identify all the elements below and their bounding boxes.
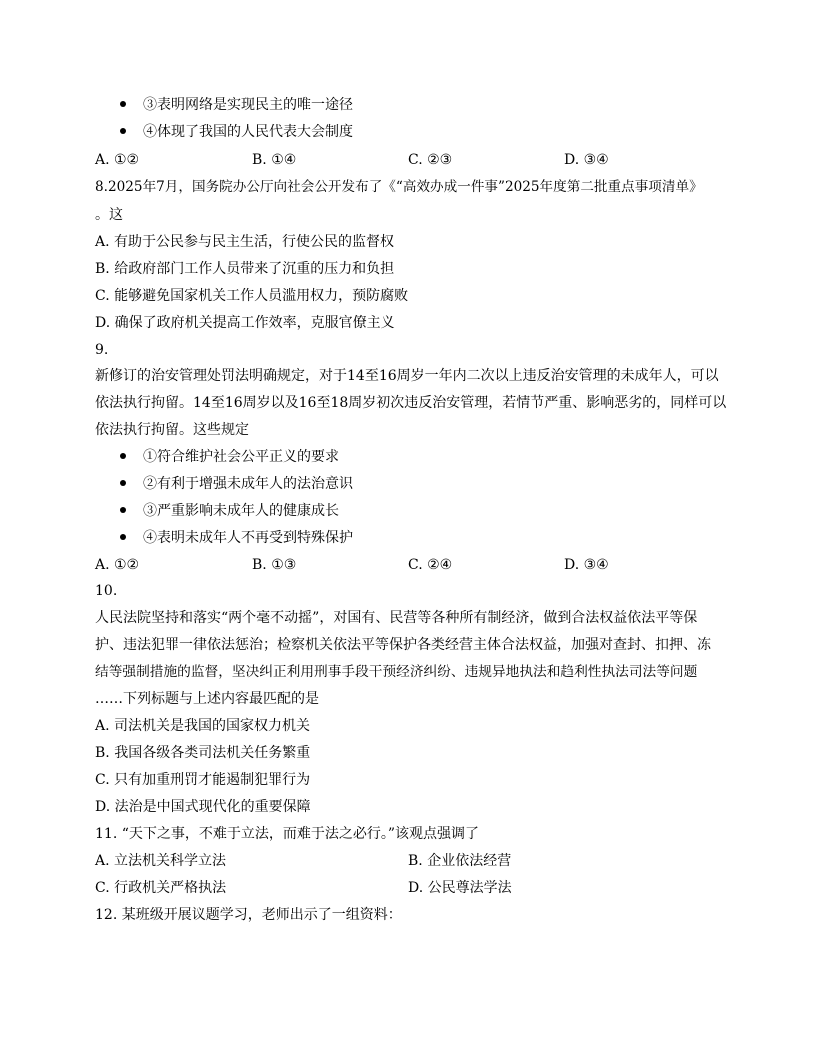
q7-option-c: C. ②③ bbox=[408, 152, 453, 168]
q9-option-c: C. ②④ bbox=[408, 557, 453, 573]
q7-option-b: B. ①④ bbox=[252, 152, 297, 168]
q9-statement-4: ④表明未成年人不再受到特殊保护 bbox=[120, 528, 353, 548]
q7-statement-4: ④体现了我国的人民代表大会制度 bbox=[120, 122, 353, 142]
q8-option-a: A. 有助于公民参与民主生活，行使公民的监督权 bbox=[95, 234, 395, 250]
q9-statement-1: ①符合维护社会公平正义的要求 bbox=[120, 447, 339, 467]
q10-option-b: B. 我国各级各类司法机关任务繁重 bbox=[95, 745, 311, 761]
q12-stem: 12. 某班级开展议题学习，老师出示了一组资料： bbox=[95, 907, 402, 923]
q9-options bbox=[95, 555, 735, 575]
q11-option-c: C. 行政机关严格执法 bbox=[95, 880, 227, 896]
q11-option-b: B. 企业依法经营 bbox=[408, 853, 512, 869]
q8-option-d: D. 确保了政府机关提高工作效率，克服官僚主义 bbox=[95, 315, 395, 331]
q10-option-a: A. 司法机关是我国的国家权力机关 bbox=[95, 718, 311, 734]
bullet-dot bbox=[120, 128, 126, 134]
q9-statement-2: ②有利于增强未成年人的法治意识 bbox=[120, 474, 353, 494]
q11-option-d: D. 公民尊法学法 bbox=[408, 880, 512, 896]
q11-options-row-2 bbox=[95, 878, 735, 898]
q7-option-d: D. ③④ bbox=[564, 152, 609, 168]
q10-option-d: D. 法治是中国式现代化的重要保障 bbox=[95, 799, 311, 815]
q10-stem-line-3: 结等强制措施的监督，坚决纠正利用刑事手段干预经济纠纷、违规异地执法和趋利性执法司法等问题 bbox=[95, 664, 698, 680]
q9-stem-line-3: 依法执行拘留。这些规定 bbox=[95, 422, 249, 438]
q11-stem: 11. “天下之事，不难于立法，而难于法之必行。”该观点强调了 bbox=[95, 826, 480, 842]
q8-stem-line-1: 8.2025年7月，国务院办公厅向社会公开发布了《“高效办成一件事”2025年度第二批重点事项清单》 bbox=[95, 179, 703, 195]
bullet-dot bbox=[120, 101, 126, 107]
q11-option-a: A. 立法机关科学立法 bbox=[95, 853, 227, 869]
q7-statement-3: ③表明网络是实现民主的唯一途径 bbox=[120, 95, 353, 115]
q11-options-row-1 bbox=[95, 851, 735, 871]
q10-number: 10. bbox=[95, 583, 118, 599]
bullet-dot bbox=[120, 534, 126, 540]
q9-stem-line-2: 依法执行拘留。14至16周岁以及16至18周岁初次违反治安管理，若情节严重、影响恶劣的，同样可以 bbox=[95, 395, 727, 411]
q9-option-b: B. ①③ bbox=[252, 557, 297, 573]
q8-option-c: C. 能够避免国家机关工作人员滥用权力，预防腐败 bbox=[95, 288, 409, 304]
bullet-dot bbox=[120, 480, 126, 486]
q10-stem-line-1: 人民法院坚持和落实“两个毫不动摇”，对国有、民营等各种所有制经济，做到合法权益依法平等保 bbox=[95, 610, 698, 626]
q8-option-b: B. 给政府部门工作人员带来了沉重的压力和负担 bbox=[95, 261, 395, 277]
q9-option-a: A. ①② bbox=[95, 557, 140, 573]
bullet-dot bbox=[120, 453, 126, 459]
q9-statement-3: ③严重影响未成年人的健康成长 bbox=[120, 501, 339, 521]
q9-option-d: D. ③④ bbox=[564, 557, 609, 573]
q7-option-a: A. ①② bbox=[95, 152, 140, 168]
q7-options bbox=[95, 150, 735, 170]
q10-option-c: C. 只有加重刑罚才能遏制犯罪行为 bbox=[95, 772, 311, 788]
q10-stem-line-2: 护、违法犯罪一律依法惩治；检察机关依法平等保护各类经营主体合法权益，加强对查封、扣押、冻 bbox=[95, 637, 711, 653]
q9-stem-line-1: 新修订的治安管理处罚法明确规定，对于14至16周岁一年内二次以上违反治安管理的未成年人，可以 bbox=[95, 368, 719, 384]
q9-number: 9. bbox=[95, 342, 109, 358]
bullet-dot bbox=[120, 507, 126, 513]
q10-stem-line-4: ……下列标题与上述内容最匹配的是 bbox=[95, 691, 319, 707]
q8-stem-line-2: 。这 bbox=[95, 207, 123, 223]
